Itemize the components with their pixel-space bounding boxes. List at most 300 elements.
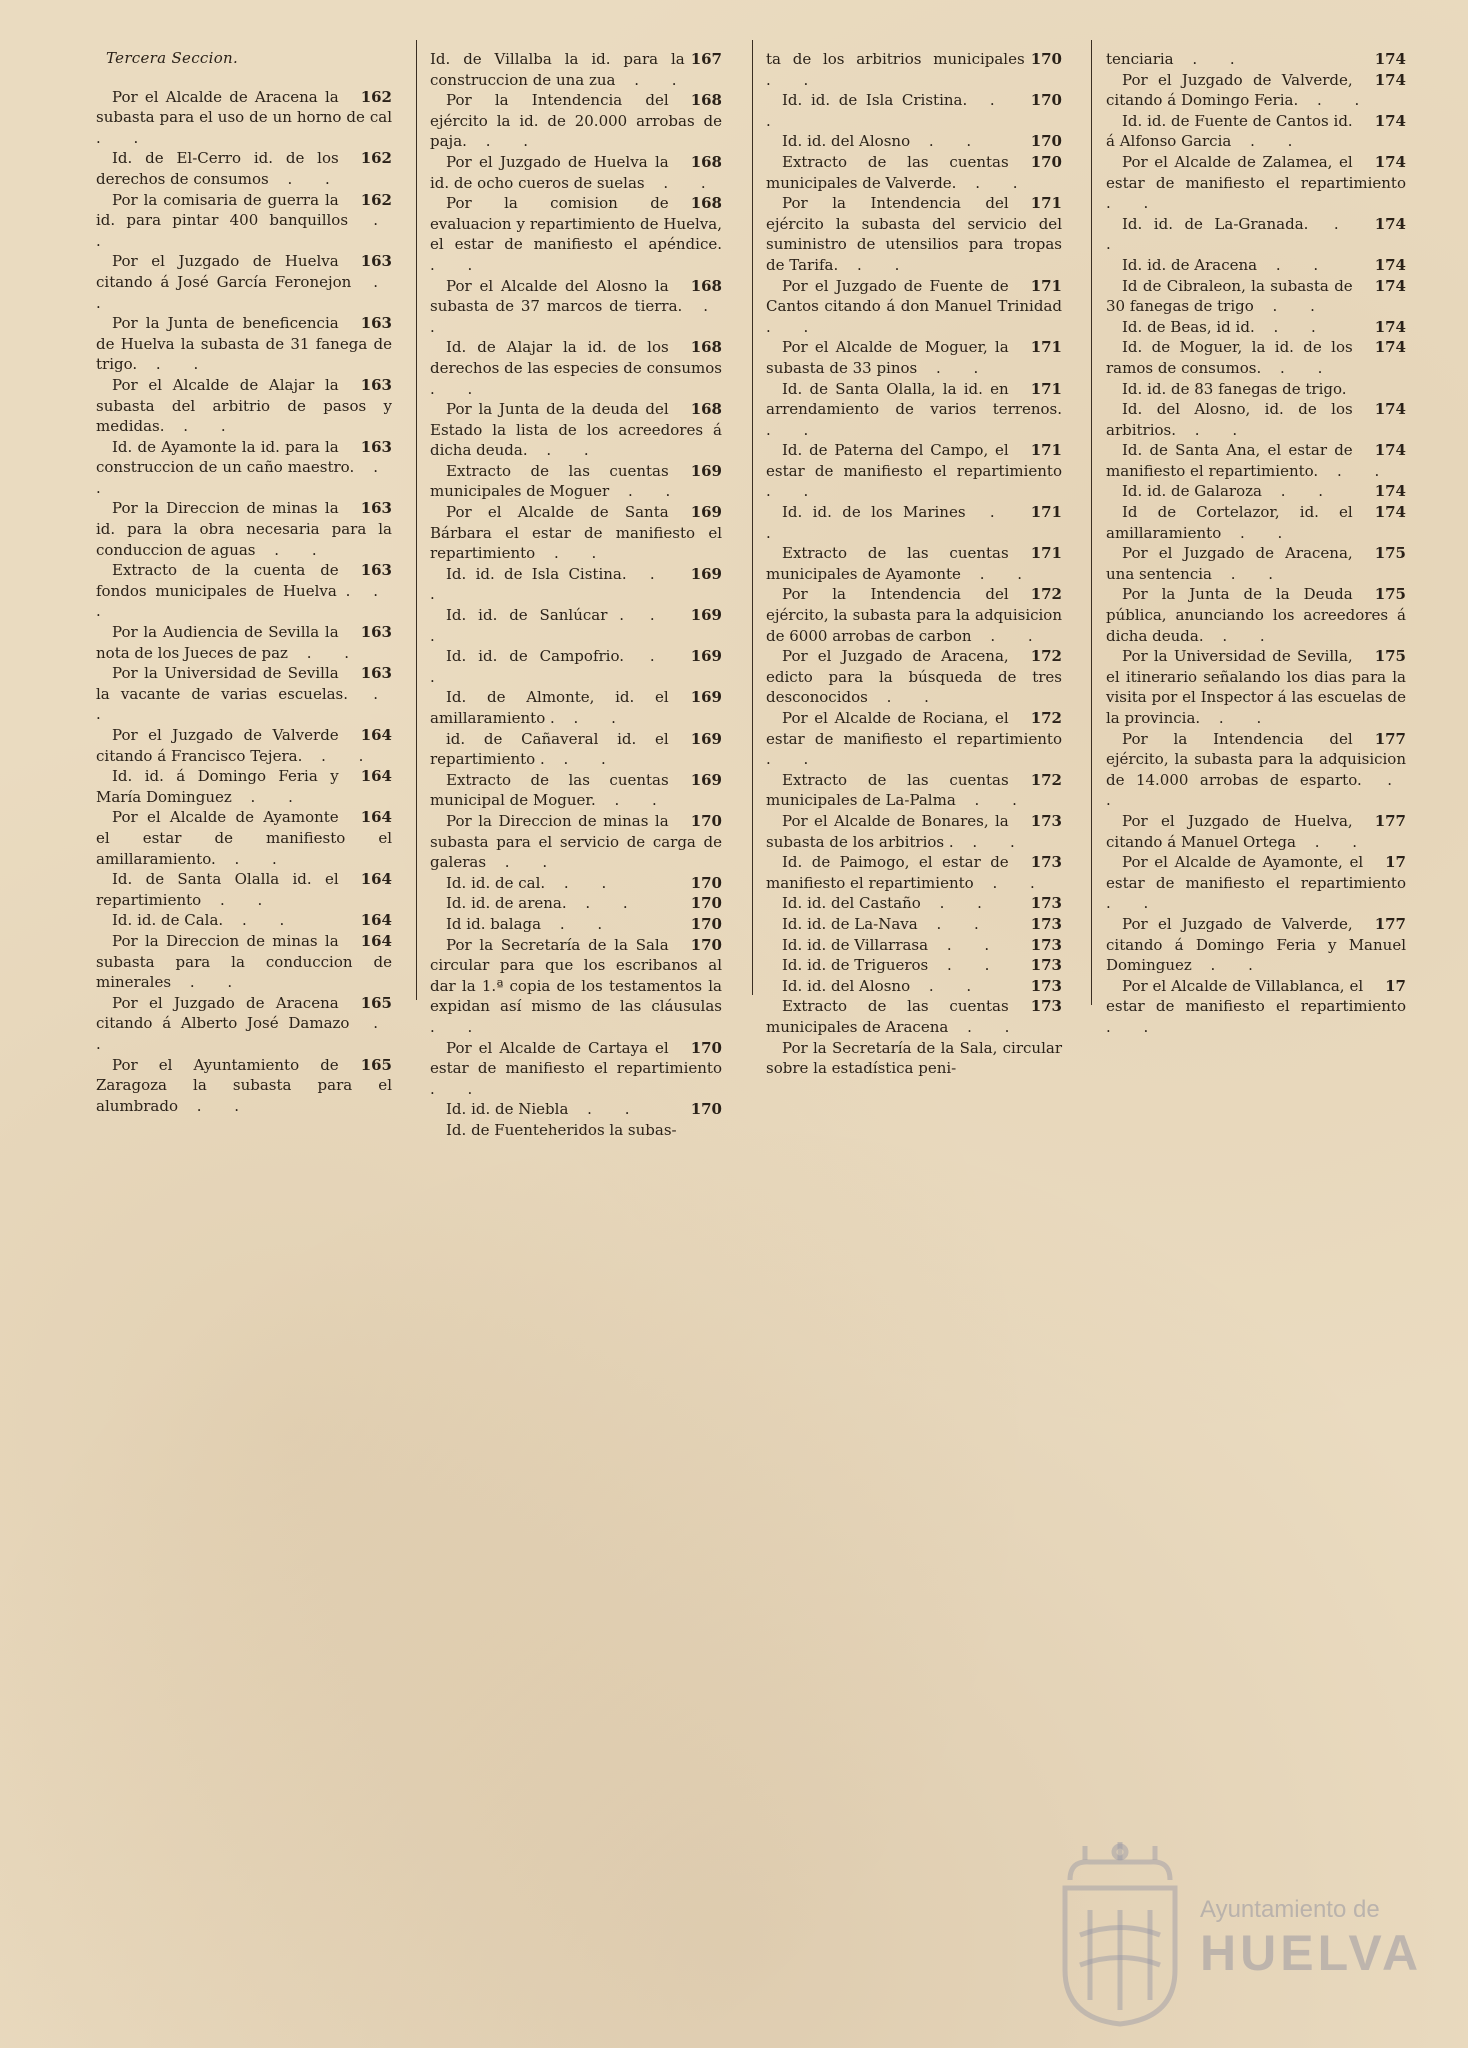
dot-leader: . .	[644, 173, 720, 192]
entry-text: Extracto de las cuentas municipal de Moguer.	[430, 770, 669, 810]
page-number: 174	[1374, 50, 1406, 68]
index-entry	[430, 646, 722, 687]
index-entry	[430, 152, 722, 193]
dot-leader: . .	[430, 297, 722, 336]
index-entry	[1106, 543, 1406, 584]
dot-leader: . .	[430, 1079, 487, 1098]
dot-leader: . .	[201, 890, 277, 909]
entry-text: Por el Juzgado de Valverde, citando á Domingo Feria y Manuel Dominguez	[1106, 914, 1406, 975]
page-number: 174	[1374, 255, 1406, 274]
page-number: 168	[690, 91, 722, 110]
entry-text: Por la Junta de beneficencia de Huelva la subasta de 31 fanega de trigo.	[96, 314, 392, 374]
index-entry	[96, 931, 392, 993]
page-number: 170	[690, 811, 722, 830]
entry-text: Id. de Fuenteheridos la subas-	[446, 1120, 677, 1139]
entry-text: Por el Alcalde de Alajar la subasta del arbitrio de pasos y medidas.	[96, 375, 392, 436]
index-entry	[96, 148, 392, 189]
page-number: 173	[1030, 914, 1062, 933]
entry-text: Id de Cortelazor, id. el amillaramiento	[1106, 503, 1353, 542]
page-number: 171	[1030, 276, 1062, 295]
dot-leader: . .	[1106, 894, 1163, 913]
dot-leader: . .	[615, 70, 691, 89]
index-entry	[1106, 276, 1406, 317]
page-number: 173	[1030, 894, 1062, 913]
page-number: 163	[360, 375, 392, 394]
index-entry	[1106, 914, 1406, 976]
index-entry	[766, 131, 1062, 152]
index-entry	[1106, 255, 1406, 276]
entry-text: Por la Intendencia del ejército, la subasta para la adquisicion de 6000 arrobas de carbon	[766, 585, 1062, 645]
page-number: 163	[360, 499, 392, 518]
entry-text: ta de los arbitrios municipales	[766, 50, 1025, 68]
page-number: 175	[1374, 585, 1406, 604]
entry-text: Id. de Santa Olalla, la id. en arrendamiento de varios terrenos.	[766, 379, 1062, 419]
index-column-3	[766, 49, 1062, 1079]
entry-text: Id. id. de Cala.	[112, 911, 224, 930]
index-entry	[766, 770, 1062, 811]
dot-leader: . .	[973, 873, 1049, 892]
watermark-line-1: Ayuntamiento de	[1200, 1896, 1380, 1923]
dot-leader: . .	[96, 581, 392, 621]
dot-leader: . .	[1253, 297, 1329, 316]
index-entry	[766, 584, 1062, 646]
entry-text: id. de Cañaveral id. el repartimiento .	[430, 729, 669, 769]
dot-leader: . .	[960, 564, 1037, 583]
page-number: 173	[1030, 997, 1062, 1016]
entry-text: Id. de Paterna del Campo, el estar de manifiesto el repartimiento	[766, 441, 1062, 480]
dot-leader: . .	[1295, 832, 1372, 851]
entry-text: Por el Alcalde de Cartaya el estar de manifiesto el repartimiento	[430, 1038, 722, 1078]
dot-leader: . .	[1257, 255, 1333, 274]
dot-leader: . .	[766, 91, 1009, 130]
entry-text: Por el Alcalde de Ayamonte, el estar de manifiesto el repartimiento	[1106, 853, 1406, 892]
entry-text: Por la Junta de la Deuda pública, anunciando los acreedores á dicha deuda.	[1106, 585, 1406, 645]
index-column-2	[430, 49, 722, 1140]
column-rule	[752, 40, 753, 995]
page-number: 170	[1030, 91, 1062, 110]
index-column-1	[96, 48, 392, 1116]
entry-text: Por el Alcalde del Alosno la subasta de 37 marcos de tierra.	[430, 276, 683, 316]
entry-text: Por el Juzgado de Valverde, citando á Domingo Feria.	[1106, 70, 1353, 110]
entry-text: Por el Juzgado de Huelva la id. de ocho cueros de suelas	[430, 152, 669, 192]
dot-leader: . .	[430, 647, 669, 686]
page-number: 174	[1374, 276, 1406, 295]
entry-text: Id. id. de Niebla	[446, 1100, 569, 1119]
index-entry	[1106, 976, 1406, 1038]
entry-text: Por el Alcalde de Moguer, la subasta de 33 pinos	[766, 338, 1009, 377]
entry-text: tenciaria	[1106, 50, 1174, 68]
page-number: 163	[360, 623, 392, 642]
page-number: 172	[1030, 647, 1062, 666]
dot-leader: . .	[766, 503, 1009, 542]
dot-leader: . .	[1176, 420, 1252, 439]
entry-text: Id. de Ayamonte la id. para la construccion de un caño maestro.	[96, 437, 355, 477]
page-number: 163	[360, 437, 392, 456]
index-entry	[766, 193, 1062, 275]
entry-text: Id. id. de cal.	[446, 873, 546, 892]
entry-text: Por la Universidad de Sevilla, el itinerario señalando los dias para la visita por el Inspector á las escuelas de la provincia.	[1106, 647, 1406, 727]
dot-leader: . .	[466, 132, 542, 151]
dot-leader: . .	[137, 355, 213, 374]
index-entry	[430, 1099, 722, 1120]
page-number: 171	[1030, 338, 1062, 357]
index-entry	[96, 869, 392, 910]
page-number: 174	[1374, 482, 1406, 501]
dot-leader: . .	[1298, 91, 1374, 110]
dot-leader: . .	[430, 379, 487, 398]
entry-text: Id. de Beas, id id.	[1122, 317, 1255, 336]
entry-text: Extracto de las cuentas municipales de Aracena	[766, 997, 1009, 1036]
watermark	[1050, 1840, 1440, 2030]
entry-text: Id. id. de Galaroza	[1122, 482, 1262, 501]
dot-leader: . .	[1261, 358, 1337, 377]
index-entry	[96, 725, 392, 766]
index-entry	[430, 935, 722, 1038]
index-entry	[1106, 584, 1406, 646]
dot-leader: . .	[917, 358, 993, 377]
page-number: 175	[1374, 647, 1406, 666]
page-number: 169	[690, 461, 722, 480]
dot-leader: . .	[171, 973, 247, 992]
index-entry	[96, 1055, 392, 1117]
page-number: 174	[1374, 503, 1406, 522]
page-number: 170	[1030, 132, 1062, 151]
index-entry	[96, 313, 392, 375]
entry-text: Id. de El-Cerro id. de los derechos de consumos	[96, 149, 339, 188]
index-entry	[766, 440, 1062, 502]
page-number: 163	[360, 314, 392, 333]
dot-leader: . .	[566, 894, 642, 913]
dot-leader: . .	[96, 272, 392, 312]
index-entry	[766, 49, 1062, 90]
watermark-line-2: HUELVA	[1200, 1925, 1423, 1981]
dot-leader: . .	[96, 1014, 392, 1053]
index-entry	[766, 914, 1062, 935]
page-number: 174	[1374, 70, 1406, 89]
dot-leader: . .	[595, 791, 671, 810]
page-number: 169	[690, 606, 722, 625]
dot-leader: . .	[953, 832, 1029, 851]
entry-text: Id. id. del Castaño	[782, 894, 921, 913]
entry-text: Id. de Alajar la id. de los derechos de las especies de consumos	[430, 338, 722, 377]
index-entry	[96, 766, 392, 807]
dot-leader: . .	[430, 1017, 487, 1036]
index-entry	[430, 811, 722, 873]
dot-leader: . .	[544, 750, 620, 769]
dot-leader: . .	[96, 458, 392, 497]
page-number: 173	[1030, 853, 1062, 872]
dot-leader: . .	[96, 211, 392, 250]
page-number: 170	[1030, 152, 1062, 171]
entry-text: Por el Alcalde de Santa Bárbara el estar de manifiesto el repartimiento	[430, 503, 722, 563]
index-entry	[430, 337, 722, 399]
index-entry	[430, 770, 722, 811]
dot-leader: . .	[1106, 770, 1406, 810]
entry-text: Por la Direccion de minas la subasta para el servicio de carga de galeras	[430, 811, 722, 872]
entry-text: Extracto de las cuentas municipales de Ayamonte	[766, 544, 1009, 583]
index-entry	[430, 461, 722, 502]
index-entry	[766, 90, 1062, 131]
entry-text: Por la Direccion de minas la subasta para la conduccion de minerales	[96, 931, 392, 992]
index-entry	[766, 502, 1062, 543]
page-number: 169	[690, 770, 722, 789]
dot-leader: . .	[838, 255, 914, 274]
index-entry	[430, 893, 722, 914]
entry-text: Por la comisaria de guerra la id. para pintar 400 banquillos	[96, 190, 349, 230]
index-entry	[96, 560, 392, 622]
page-number: 171	[1030, 503, 1062, 522]
index-entry	[430, 1038, 722, 1100]
entry-text: Por el Alcalde de Rociana, el estar de manifiesto el repartimiento	[766, 709, 1062, 748]
dot-leader: . .	[910, 132, 986, 151]
page-number: 171	[1030, 194, 1062, 213]
index-entry	[96, 622, 392, 663]
index-entry	[96, 251, 392, 313]
dot-leader: . .	[1200, 709, 1276, 727]
entry-text: Por el Alcalde de Zalamea, el estar de manifiesto el repartimiento	[1106, 152, 1406, 192]
page-number: 170	[690, 1100, 722, 1119]
entry-text: Por el Juzgado de Aracena, edicto para la búsqueda de tres desconocidos	[766, 647, 1062, 707]
dot-leader: . .	[948, 1017, 1024, 1036]
entry-text: Extracto de las cuentas municipales de La-Palma	[766, 770, 1009, 810]
column-rule	[1091, 40, 1092, 1005]
index-entry	[1106, 440, 1406, 481]
entry-text: Id. de Santa Olalla id. el repartimiento	[96, 870, 339, 909]
index-entry	[430, 873, 722, 894]
page-number: 171	[1030, 544, 1062, 563]
entry-text: Id. id. de Aracena	[1122, 255, 1258, 274]
dot-leader: . .	[1231, 132, 1307, 151]
index-entry	[96, 663, 392, 725]
index-entry	[430, 399, 722, 461]
page-number: 172	[1030, 709, 1062, 727]
index-entry	[430, 90, 722, 152]
index-entry	[766, 276, 1062, 338]
dot-leader: . .	[430, 564, 669, 604]
entry-text: Id. id. de Trigueros	[782, 956, 929, 975]
page-number: 172	[1030, 770, 1062, 789]
entry-text: Id. id. del Alosno	[782, 132, 911, 151]
dot-leader: . .	[177, 1096, 254, 1115]
entry-text: Id. id. de arena.	[446, 894, 567, 913]
dot-leader: . .	[527, 441, 603, 460]
entry-text: Por la Secretaría de la Sala circular para que los escribanos al dar la 1.ª copia de los testamentos la expidan así mismo de las cláusulas	[430, 935, 722, 1016]
index-entry	[1106, 379, 1406, 400]
entry-text: Id. de Paimogo, el estar de manifiesto el repartimiento	[766, 853, 1009, 892]
dot-leader: . .	[255, 540, 331, 559]
index-entry	[766, 996, 1062, 1037]
page-number: 17	[1385, 853, 1406, 872]
index-entry	[96, 807, 392, 869]
entry-text: Por el Juzgado de Aracena, una sentencia	[1106, 544, 1353, 583]
page-number: 168	[690, 338, 722, 357]
entry-text: Por la Universidad de Sevilla la vacante de varias escuelas.	[96, 664, 349, 703]
index-entry	[96, 87, 392, 149]
entry-text: Extracto de las cuentas municipales de Moguer	[430, 461, 669, 501]
dot-leader: . .	[867, 688, 943, 707]
dot-leader: . .	[541, 914, 617, 933]
page-number: 168	[690, 400, 722, 419]
page-number: 164	[360, 808, 392, 827]
dot-leader: . .	[766, 70, 823, 89]
dot-leader: . .	[1106, 194, 1163, 213]
dot-leader: . .	[164, 417, 240, 436]
dot-leader: . .	[1191, 956, 1267, 975]
index-entry	[1106, 729, 1406, 811]
dot-leader: . .	[1318, 461, 1394, 480]
page-number: 162	[360, 87, 392, 106]
dot-leader: . .	[1173, 50, 1249, 68]
dot-leader: . .	[920, 894, 996, 913]
page-number: 164	[360, 931, 392, 950]
page-number: 162	[360, 190, 392, 209]
page-number: 164	[360, 767, 392, 786]
page-number: 171	[1030, 441, 1062, 460]
entry-text: Id. de Villalba la id. para la construccion de una zua	[430, 50, 685, 89]
page-number: 170	[690, 914, 722, 933]
dot-leader: . .	[231, 787, 307, 806]
page-number: 163	[360, 664, 392, 683]
dot-leader: . .	[956, 173, 1032, 192]
index-entry	[766, 543, 1062, 584]
entry-text: Por la Junta de la deuda del Estado la lista de los acreedores á dicha deuda.	[430, 400, 722, 460]
section-title: Tercera Seccion.	[106, 49, 239, 67]
page-number: 162	[360, 149, 392, 168]
page-number: 175	[1374, 544, 1406, 563]
page-number: 173	[1030, 811, 1062, 830]
entry-text: Por el Alcalde de Bonares, la subasta de los arbitrios .	[766, 811, 1009, 851]
dot-leader: . .	[766, 482, 823, 501]
entry-text: Id. de Santa Ana, el estar de manifiesto el repartimiento.	[1106, 441, 1353, 480]
index-entry	[766, 955, 1062, 976]
entry-text: Por el Alcalde de Villablanca, el estar de manifiesto el repartimiento	[1106, 976, 1406, 1016]
page-number: 170	[690, 873, 722, 892]
entry-text: Por el Alcalde de Ayamonte el estar de manifiesto el amillaramiento.	[96, 808, 392, 868]
crest-icon	[1050, 1840, 1190, 2030]
page-number: 172	[1030, 585, 1062, 604]
page-number: 170	[1030, 50, 1062, 68]
dot-leader: . .	[96, 128, 153, 147]
page-number: 173	[1030, 956, 1062, 975]
index-entry	[766, 708, 1062, 770]
index-entry	[766, 646, 1062, 708]
dot-leader: . .	[1221, 523, 1297, 542]
page-number: 169	[690, 647, 722, 666]
page-number: 168	[690, 276, 722, 295]
entry-text: Id. id. de La-Nava	[782, 914, 918, 933]
page-number: 169	[690, 729, 722, 748]
dot-leader: . .	[609, 482, 685, 501]
entry-text: Por la Intendencia del ejército la subasta del servicio del suministro de utensilios para tropas de Tarifa.	[766, 194, 1062, 274]
entry-text: Id. id. de Fuente de Cantos id. á Alfonso Garcia	[1106, 111, 1353, 151]
index-entry	[430, 605, 722, 646]
page-number: 174	[1374, 441, 1406, 460]
page-number: 174	[1374, 317, 1406, 336]
page-number: 173	[1030, 935, 1062, 954]
page-number: 17	[1385, 976, 1406, 995]
dot-leader: . .	[545, 873, 621, 892]
entry-text: Id de Cibraleon, la subasta de 30 fanegas de trigo	[1106, 276, 1353, 316]
entry-text: Por el Juzgado de Huelva, citando á Manuel Ortega	[1106, 811, 1353, 851]
index-entry	[766, 935, 1062, 956]
index-entry	[766, 152, 1062, 193]
index-entry	[1106, 811, 1406, 852]
index-entry	[1106, 337, 1406, 378]
dot-leader: . .	[928, 956, 1004, 975]
index-entry	[766, 976, 1062, 997]
entry-text: Id. id. de Isla Cristina.	[782, 91, 968, 110]
entry-text: Id id. balaga	[446, 914, 542, 933]
page-number: 173	[1030, 976, 1062, 995]
dot-leader: . .	[302, 746, 378, 765]
index-entry	[430, 729, 722, 770]
index-entry	[430, 914, 722, 935]
dot-leader: . .	[971, 626, 1047, 645]
dot-leader: . .	[215, 849, 291, 868]
page-number: 171	[1030, 379, 1062, 398]
entry-text: Por el Juzgado de Valverde citando á Francisco Tejera.	[96, 726, 339, 765]
dot-leader: . .	[917, 914, 993, 933]
index-entry	[96, 375, 392, 437]
dot-leader: . .	[928, 935, 1004, 954]
index-entry	[96, 190, 392, 252]
index-entry	[766, 379, 1062, 441]
entry-text: Id. id. de La-Granada.	[1122, 214, 1309, 233]
page-number: 170	[690, 894, 722, 913]
dot-leader: . .	[766, 420, 823, 439]
page-number: 174	[1374, 111, 1406, 130]
page-number: 164	[360, 911, 392, 930]
entry-text: Por la Audiencia de Sevilla la nota de los Jueces de paz	[96, 623, 339, 662]
dot-leader: . .	[287, 643, 364, 662]
page-number: 170	[690, 935, 722, 954]
index-entry	[96, 498, 392, 560]
index-entry	[1106, 399, 1406, 440]
entry-text: Id. id. del Alosno	[782, 976, 911, 995]
dot-leader: . .	[430, 606, 669, 645]
entry-text: Id. id. de Villarrasa	[782, 935, 929, 954]
index-entry	[1106, 152, 1406, 214]
index-entry	[1106, 646, 1406, 728]
entry-text: Por el Ayuntamiento de Zaragoza la subasta para el alumbrado	[96, 1055, 392, 1115]
index-entry	[1106, 481, 1406, 502]
index-entry	[766, 893, 1062, 914]
dot-leader: . .	[535, 544, 611, 563]
index-entry	[430, 276, 722, 338]
index-entry	[430, 1120, 722, 1141]
index-entry	[766, 811, 1062, 852]
entry-text: Extracto de la cuenta de fondos municipales de Huelva .	[96, 561, 351, 600]
page-number: 174	[1374, 338, 1406, 357]
index-entry	[1106, 852, 1406, 914]
entry-text: Id. id. de Isla Cistina.	[446, 564, 627, 583]
index-entry	[430, 502, 722, 564]
dot-leader: . .	[1211, 564, 1288, 583]
page-number: 169	[690, 688, 722, 707]
entry-text: Id. id. de Campofrio.	[446, 647, 624, 666]
entry-text: Por el Juzgado de Fuente de Cantos citando á don Manuel Trinidad	[766, 276, 1062, 316]
page-number: 169	[690, 564, 722, 583]
dot-leader: . .	[1203, 626, 1279, 645]
dot-leader: . .	[223, 911, 299, 930]
page-number: 163	[360, 252, 392, 271]
entry-text: Por la Direccion de minas la id. para la obra necesaria para la conduccion de aguas	[96, 499, 392, 559]
page-number: 177	[1374, 914, 1406, 933]
dot-leader: . .	[766, 750, 823, 769]
index-page	[96, 40, 1426, 1139]
index-entry	[1106, 214, 1406, 255]
index-entry	[1106, 70, 1406, 111]
